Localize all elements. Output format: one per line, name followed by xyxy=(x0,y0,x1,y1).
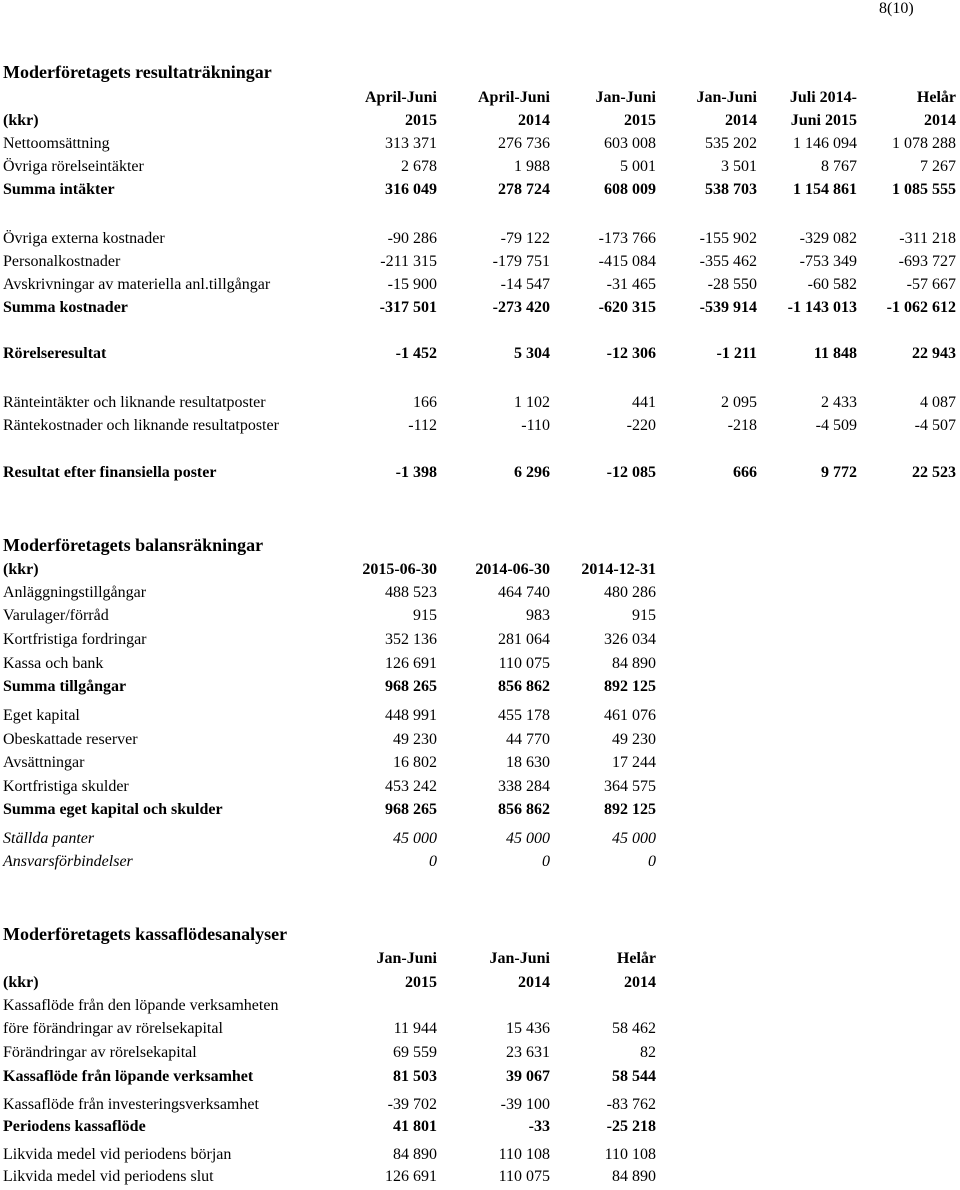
cashflow-header-row-1 xyxy=(0,948,960,970)
cashflow-row-label-only xyxy=(0,995,960,1017)
cell: 58 544 xyxy=(612,1068,656,1085)
row-label: Obeskattade reserver xyxy=(3,731,138,748)
cell: -179 751 xyxy=(492,253,550,270)
cell: 1 078 288 xyxy=(892,135,956,152)
cell: -211 315 xyxy=(380,253,437,270)
income-header-row-1 xyxy=(0,87,960,109)
income-header-2-col-3: 2015 xyxy=(624,112,656,129)
row-label: Resultat efter finansiella poster xyxy=(3,464,217,481)
cashflow-row-investeringsverksamhet xyxy=(0,1094,960,1116)
cashflow-row-likvida-slut xyxy=(0,1166,960,1188)
balance-row-summa-tillgangar xyxy=(0,676,960,698)
cell: -311 218 xyxy=(899,230,956,247)
balance-unit-label: (kkr) xyxy=(3,561,39,578)
cashflow-header-1-col-1: Jan-Juni xyxy=(376,950,437,967)
row-label: Ränteintäkter och liknande resultatposter xyxy=(3,394,266,411)
row-label: Avskrivningar av materiella anl.tillgångar xyxy=(3,276,271,293)
cell: 22 943 xyxy=(912,345,956,362)
cell: 84 890 xyxy=(612,655,656,672)
cell: 538 703 xyxy=(705,181,757,198)
cell: 603 008 xyxy=(604,135,656,152)
cell: 49 230 xyxy=(393,731,437,748)
row-label: Likvida medel vid periodens slut xyxy=(3,1168,214,1185)
cell: 316 049 xyxy=(385,181,437,198)
income-header-1-col-2: April-Juni xyxy=(477,89,550,106)
balance-row-stallda-panter xyxy=(0,828,960,850)
row-label: Kortfristiga fordringar xyxy=(3,631,147,648)
cashflow-header-1-col-3: Helår xyxy=(616,950,656,967)
cell: 84 890 xyxy=(612,1168,656,1185)
cashflow-title: Moderföretagets kassaflödesanalyser xyxy=(3,924,288,944)
cell: 856 862 xyxy=(498,801,550,818)
row-label: Summa eget kapital och skulder xyxy=(3,801,223,818)
cell: -1 398 xyxy=(395,464,437,481)
cell: 968 265 xyxy=(385,801,437,818)
cell: -415 084 xyxy=(598,253,656,270)
cell: 915 xyxy=(413,607,437,624)
cell: -218 xyxy=(727,417,757,434)
row-label: Förändringar av rörelsekapital xyxy=(3,1044,197,1061)
cashflow-row-likvida-borjan xyxy=(0,1144,960,1166)
cell: 1 988 xyxy=(514,158,550,175)
row-label: Rörelseresultat xyxy=(3,345,107,362)
cell: 464 740 xyxy=(498,584,550,601)
cell: 45 000 xyxy=(393,830,437,847)
cell: 968 265 xyxy=(385,678,437,695)
cell: 82 xyxy=(640,1044,656,1061)
cell: -79 122 xyxy=(500,230,550,247)
cell: 480 286 xyxy=(604,584,656,601)
income-header-2-col-2: 2014 xyxy=(518,112,550,129)
balance-row-summa-eget-kapital-och-skulder xyxy=(0,799,960,821)
cell: 338 284 xyxy=(498,778,550,795)
cell: 915 xyxy=(632,607,656,624)
income-row-ovriga-externa-kostnader xyxy=(0,228,960,250)
row-label: Avsättningar xyxy=(3,754,85,771)
cell: 16 802 xyxy=(393,754,437,771)
row-label: Summa kostnader xyxy=(3,299,128,316)
balance-row-kortfristiga-skulder xyxy=(0,776,960,798)
cell: 166 xyxy=(413,394,437,411)
cell: 276 736 xyxy=(498,135,550,152)
cell: -539 914 xyxy=(699,299,757,316)
cell: 126 691 xyxy=(385,1168,437,1185)
balance-header-col-3: 2014-12-31 xyxy=(581,561,656,578)
row-label: Kassaflöde från den löpande verksamheten xyxy=(3,997,279,1014)
cell: 84 890 xyxy=(393,1146,437,1163)
cell: -57 667 xyxy=(906,276,956,293)
cell: 4 087 xyxy=(920,394,956,411)
cell: 892 125 xyxy=(604,678,656,695)
cell: 1 085 555 xyxy=(892,181,956,198)
cashflow-row-fore-forandringar xyxy=(0,1018,960,1040)
cell: 326 034 xyxy=(604,631,656,648)
cell: -173 766 xyxy=(598,230,656,247)
cell: 983 xyxy=(526,607,550,624)
cell: 461 076 xyxy=(604,707,656,724)
cell: 448 991 xyxy=(385,707,437,724)
income-row-ovriga-rorelseintakter xyxy=(0,156,960,178)
cell: -693 727 xyxy=(898,253,956,270)
cell: 22 523 xyxy=(912,464,956,481)
income-row-resultat-efter-finansiella-poster xyxy=(0,462,960,484)
cell: 278 724 xyxy=(498,181,550,198)
income-unit-label: (kkr) xyxy=(3,112,39,129)
cell: 535 202 xyxy=(705,135,757,152)
cell: 81 503 xyxy=(393,1068,437,1085)
row-label: Periodens kassaflöde xyxy=(3,1118,146,1135)
row-label: Kortfristiga skulder xyxy=(3,778,129,795)
balance-title: Moderföretagets balansräkningar xyxy=(3,535,264,555)
cell: -33 xyxy=(528,1118,550,1135)
income-row-personalkostnader xyxy=(0,251,960,273)
row-label: Ställda panter xyxy=(3,830,95,847)
cell: 110 108 xyxy=(498,1146,550,1163)
row-label: Kassaflöde från löpande verksamhet xyxy=(3,1068,254,1085)
row-label: Kassa och bank xyxy=(3,655,104,672)
cell: 856 862 xyxy=(498,678,550,695)
cell: -317 501 xyxy=(379,299,437,316)
cell: -1 143 013 xyxy=(787,299,857,316)
cell: -273 420 xyxy=(492,299,550,316)
income-header-row-2 xyxy=(0,110,960,132)
cell: 11 944 xyxy=(393,1020,437,1037)
cell: 281 064 xyxy=(498,631,550,648)
cell: 892 125 xyxy=(604,801,656,818)
income-header-2-col-1: 2015 xyxy=(405,112,437,129)
cell: -329 082 xyxy=(799,230,857,247)
income-row-rorelseresultat xyxy=(0,343,960,365)
cell: 110 108 xyxy=(604,1146,656,1163)
cell: -4 507 xyxy=(914,417,956,434)
cell: 8 767 xyxy=(821,158,857,175)
row-label: Räntekostnader och liknande resultatposter xyxy=(3,417,279,434)
cell: -1 211 xyxy=(716,345,757,362)
cell: -12 306 xyxy=(606,345,656,362)
cell: 3 501 xyxy=(721,158,757,175)
row-label: Varulager/förråd xyxy=(3,607,109,624)
row-label: Övriga externa kostnader xyxy=(3,230,165,247)
balance-row-kassa-och-bank xyxy=(0,653,960,675)
cell: -25 218 xyxy=(606,1118,656,1135)
cell: 39 067 xyxy=(506,1068,550,1085)
income-row-rantekostnader xyxy=(0,415,960,437)
cell: 15 436 xyxy=(506,1020,550,1037)
cell: -39 702 xyxy=(387,1096,437,1113)
cell: -83 762 xyxy=(606,1096,656,1113)
balance-header-row xyxy=(0,559,960,581)
cashflow-header-2-col-2: 2014 xyxy=(518,974,550,991)
balance-row-varulager xyxy=(0,605,960,627)
cell: -15 900 xyxy=(387,276,437,293)
row-label: Övriga rörelseintäkter xyxy=(3,158,144,175)
cell: -12 085 xyxy=(606,464,656,481)
balance-row-kortfristiga-fordringar xyxy=(0,629,960,651)
cell: 44 770 xyxy=(506,731,550,748)
row-label: Personalkostnader xyxy=(3,253,121,270)
balance-header-col-1: 2015-06-30 xyxy=(362,561,437,578)
cashflow-header-2-col-1: 2015 xyxy=(405,974,437,991)
cell: 608 009 xyxy=(604,181,656,198)
income-header-1-col-5: Juli 2014- xyxy=(789,89,857,106)
cell: -355 462 xyxy=(699,253,757,270)
cashflow-header-2-col-3: 2014 xyxy=(624,974,656,991)
cell: 41 801 xyxy=(393,1118,437,1135)
cell: 455 178 xyxy=(498,707,550,724)
row-label: Ansvarsförbindelser xyxy=(3,853,133,870)
income-header-1-col-1: April-Juni xyxy=(364,89,437,106)
balance-row-eget-kapital xyxy=(0,705,960,727)
cell: 5 001 xyxy=(620,158,656,175)
income-header-2-col-6: 2014 xyxy=(924,112,956,129)
cell: 352 136 xyxy=(385,631,437,648)
cell: 6 296 xyxy=(514,464,550,481)
cell: 45 000 xyxy=(612,830,656,847)
cell: 58 462 xyxy=(612,1020,656,1037)
cell: 49 230 xyxy=(612,731,656,748)
cashflow-row-periodens-kassaflode xyxy=(0,1116,960,1138)
cell: 488 523 xyxy=(385,584,437,601)
cell: -90 286 xyxy=(387,230,437,247)
income-row-nettoomsattning xyxy=(0,133,960,155)
income-row-summa-intakter xyxy=(0,179,960,201)
balance-row-obeskattade-reserver xyxy=(0,729,960,751)
cell: -753 349 xyxy=(799,253,857,270)
cell: -1 062 612 xyxy=(886,299,956,316)
income-row-summa-kostnader xyxy=(0,297,960,319)
cell: 17 244 xyxy=(612,754,656,771)
page-number: 8(10) xyxy=(879,0,914,17)
cell: 110 075 xyxy=(498,1168,550,1185)
cell: 110 075 xyxy=(498,655,550,672)
row-label: Eget kapital xyxy=(3,707,80,724)
cell: 69 559 xyxy=(393,1044,437,1061)
row-label: före förändringar av rörelsekapital xyxy=(3,1020,223,1037)
cell: 2 678 xyxy=(401,158,437,175)
cell: 0 xyxy=(648,853,656,870)
cell: 1 146 094 xyxy=(793,135,857,152)
cell: 18 630 xyxy=(506,754,550,771)
cell: -155 902 xyxy=(699,230,757,247)
income-row-avskrivningar xyxy=(0,274,960,296)
income-header-1-col-3: Jan-Juni xyxy=(595,89,656,106)
row-label: Likvida medel vid periodens början xyxy=(3,1146,232,1163)
cell: 126 691 xyxy=(385,655,437,672)
income-header-1-col-6: Helår xyxy=(916,89,956,106)
cell: 9 772 xyxy=(821,464,857,481)
cell: 7 267 xyxy=(920,158,956,175)
income-title: Moderföretagets resultaträkningar xyxy=(3,62,272,82)
cell: -14 547 xyxy=(500,276,550,293)
cell: -1 452 xyxy=(395,345,437,362)
cashflow-row-lopande-verksamhet xyxy=(0,1066,960,1088)
income-header-2-col-4: 2014 xyxy=(725,112,757,129)
cashflow-header-row-2 xyxy=(0,972,960,994)
cell: -31 465 xyxy=(606,276,656,293)
income-row-ranteintakter xyxy=(0,392,960,414)
income-header-2-col-5: Juni 2015 xyxy=(790,112,857,129)
cell: -4 509 xyxy=(815,417,857,434)
cell: 364 575 xyxy=(604,778,656,795)
row-label: Kassaflöde från investeringsverksamhet xyxy=(3,1096,259,1113)
cell: 441 xyxy=(632,394,656,411)
cell: 45 000 xyxy=(506,830,550,847)
balance-row-avsattningar xyxy=(0,752,960,774)
cell: 453 242 xyxy=(385,778,437,795)
cell: -620 315 xyxy=(598,299,656,316)
row-label: Summa tillgångar xyxy=(3,678,127,695)
cashflow-header-1-col-2: Jan-Juni xyxy=(489,950,550,967)
row-label: Summa intäkter xyxy=(3,181,115,198)
row-label: Anläggningstillgångar xyxy=(3,584,147,601)
cell: 5 304 xyxy=(514,345,550,362)
cell: 11 848 xyxy=(813,345,857,362)
cell: 666 xyxy=(733,464,757,481)
cell: 0 xyxy=(429,853,437,870)
cell: -60 582 xyxy=(807,276,857,293)
cell: 0 xyxy=(542,853,550,870)
cell: 313 371 xyxy=(385,135,437,152)
balance-row-anlaggningstillgangar xyxy=(0,582,960,604)
cell: -220 xyxy=(626,417,656,434)
cell: 2 433 xyxy=(821,394,857,411)
cell: -112 xyxy=(408,417,437,434)
cell: 1 102 xyxy=(514,394,550,411)
cell: -28 550 xyxy=(707,276,757,293)
cell: 1 154 861 xyxy=(793,181,857,198)
balance-row-ansvarsforbindelser xyxy=(0,851,960,873)
balance-header-col-2: 2014-06-30 xyxy=(475,561,550,578)
cell: 23 631 xyxy=(506,1044,550,1061)
cell: -39 100 xyxy=(500,1096,550,1113)
cashflow-row-forandringar xyxy=(0,1042,960,1064)
income-header-1-col-4: Jan-Juni xyxy=(696,89,757,106)
cashflow-unit-label: (kkr) xyxy=(3,974,39,991)
cell: -110 xyxy=(521,417,550,434)
row-label: Nettoomsättning xyxy=(3,135,110,152)
cell: 2 095 xyxy=(721,394,757,411)
